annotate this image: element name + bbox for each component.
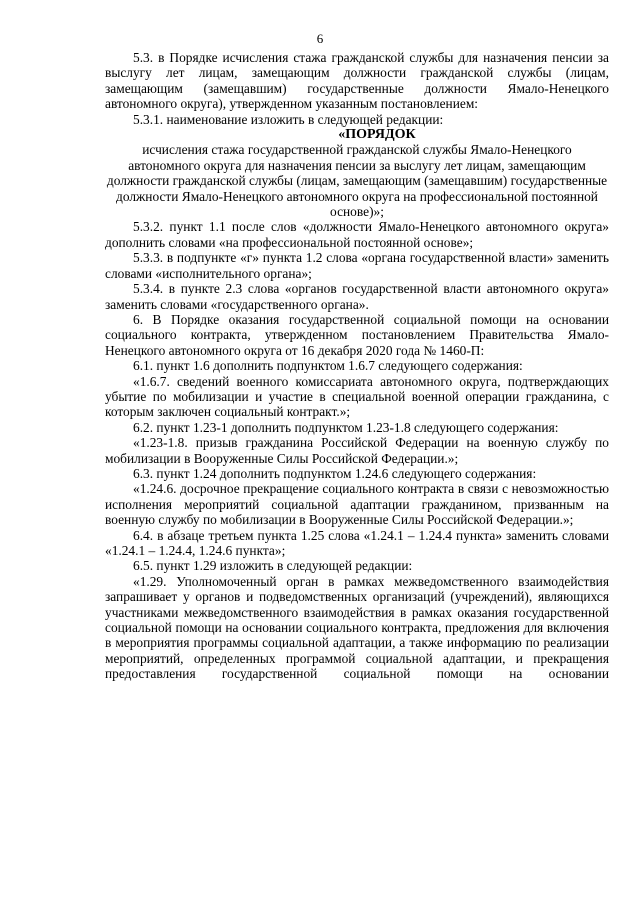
paragraph-6-2: 6.2. пункт 1.23-1 дополнить подпунктом 1.23-1.8 следующего содержания:	[133, 419, 559, 435]
document-body	[105, 50, 609, 682]
order-heading: «ПОРЯДОК	[338, 127, 416, 143]
paragraph-5-3: 5.3. в Порядке исчисления стажа гражданской службы для назначения пенсии за выслугу лет лицам, замещающим должности гражданской службы (лицам, замещающим (замещавшим) государственные должности Ямало-Ненецкого автономного округа), утвержденном указанным постановлением:	[105, 50, 609, 112]
order-title: исчисления стажа государственной гражданской службы Ямало-Ненецкого автономного округа для назначения пенсии за выслугу лет лицам, замещающим должности гражданской службы (лицам, замещающим (замещавшим) государственные должности Ямало-Ненецкого автономного округа на профессиональной постоянной основе)»;	[106, 142, 608, 220]
paragraph-1-6-7: «1.6.7. сведений военного комиссариата автономного округа, подтверждающих убытие по мобилизации и участие в специальной военной операции гражданина, с которым заключен социальный контракт.»;	[105, 373, 609, 420]
paragraph-5-3-4: 5.3.4. в пункте 2.3 слова «органов государственной власти автономного округа» заменить словами «государственного органа».	[105, 281, 609, 312]
paragraph-6-1: 6.1. пункт 1.6 дополнить подпунктом 1.6.7 следующего содержания:	[133, 358, 523, 374]
paragraph-6-3: 6.3. пункт 1.24 дополнить подпунктом 1.24.6 следующего содержания:	[133, 465, 537, 481]
page-number: 6	[316, 31, 324, 46]
paragraph-1-29: «1.29. Уполномоченный орган в рамках межведомственного взаимодействия запрашивает у органов и подведомственных организаций (учреждений), являющихся участниками межведомственного взаимодействия в рамках оказания государственной социальной помощи на основании социального контракта, предложения для включения в мероприятия программы социальной адаптации, а также информацию по реализации мероприятий, определенных программой социальной адаптации, и прекращения предоставления государственной социальной помощи на основании	[105, 573, 609, 682]
paragraph-5-3-1: 5.3.1. наименование изложить в следующей редакции:	[133, 111, 444, 127]
paragraph-1-23-1-8: «1.23-1.8. призыв гражданина Российской Федерации на военную службу по мобилизации в Вооруженные Силы Российской Федерации.»;	[105, 435, 609, 466]
paragraph-1-24-6: «1.24.6. досрочное прекращение социального контракта в связи с невозможностью исполнения мероприятий социальной адаптации гражданином, призванным на военную службу по мобилизации в Вооруженные Силы Российской Федерации.»;	[105, 481, 609, 528]
paragraph-6-5: 6.5. пункт 1.29 изложить в следующей редакции:	[133, 558, 413, 574]
paragraph-6-4: 6.4. в абзаце третьем пункта 1.25 слова «1.24.1 – 1.24.4 пункта» заменить словами «1.24.1 – 1.24.4, 1.24.6 пункта»;	[105, 527, 609, 558]
paragraph-5-3-3: 5.3.3. в подпункте «г» пункта 1.2 слова «органа государственной власти» заменить словами «исполнительного органа»;	[105, 250, 609, 281]
paragraph-6: 6. В Порядке оказания государственной социальной помощи на основании социального контракта, утвержденном постановлением Правительства Ямало-Ненецкого автономного округа от 16 декабря 2020 года № 1460-П:	[105, 311, 609, 358]
paragraph-5-3-2: 5.3.2. пункт 1.1 после слов «должности Ямало-Ненецкого автономного округа» дополнить словами «на профессиональной постоянной основе»;	[105, 219, 609, 250]
